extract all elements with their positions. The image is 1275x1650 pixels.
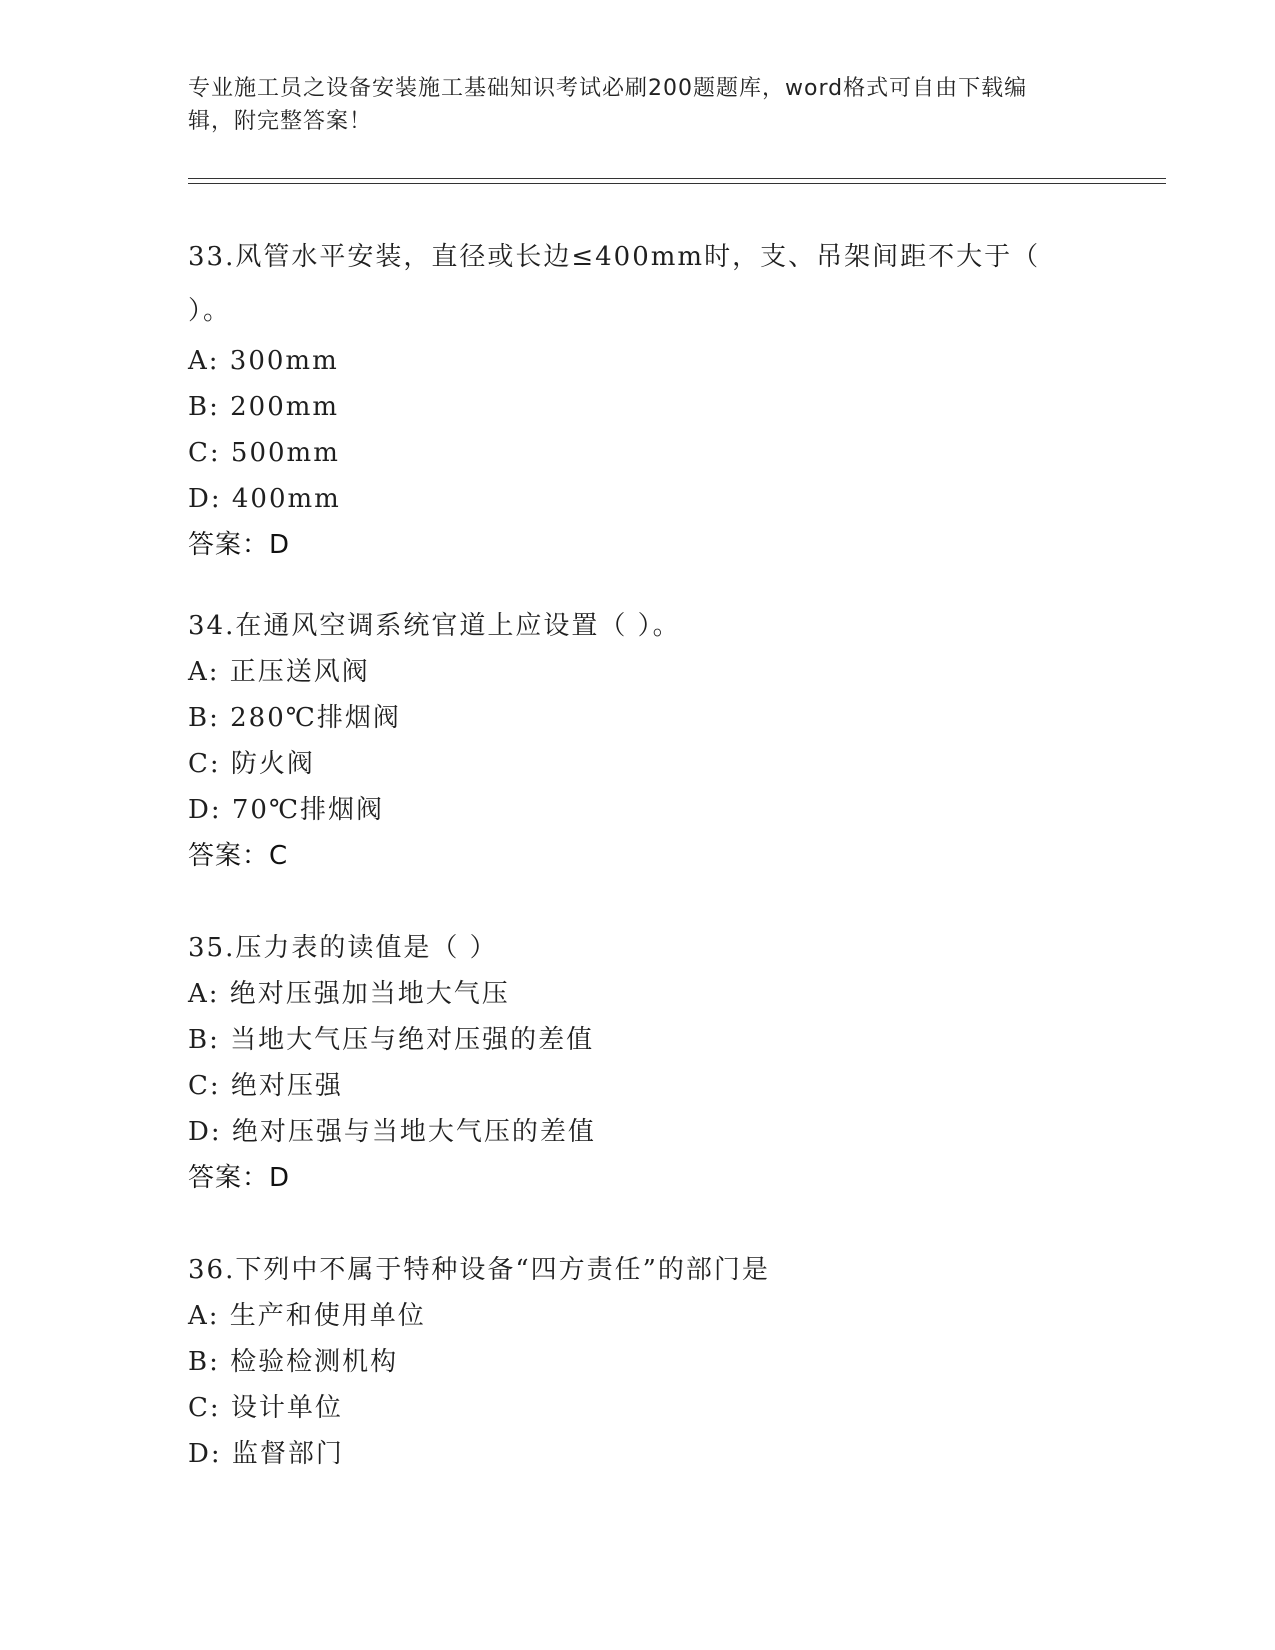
option-c: C: 防火阀: [188, 749, 315, 779]
option-c: C: 500mm: [188, 438, 340, 468]
option-b: B: 检验检测机构: [188, 1347, 399, 1377]
question-stem: 35.压力表的读值是（ ）: [188, 933, 498, 963]
answer-label: 答案：D: [188, 530, 291, 560]
option-c: C: 绝对压强: [188, 1071, 343, 1101]
option-a: A: 生产和使用单位: [188, 1301, 426, 1331]
question-35: [188, 925, 1088, 1201]
document-header: 专业施工员之设备安装施工基础知识考试必刷200题题库，word格式可自由下载编辑，附完整答案！: [188, 76, 1028, 134]
question-34: [188, 603, 1088, 879]
option-d: D: 监督部门: [188, 1439, 344, 1469]
question-stem: 34.在通风空调系统官道上应设置（ ）。: [188, 611, 681, 641]
option-a: A: 正压送风阀: [188, 657, 370, 687]
option-c: C: 设计单位: [188, 1393, 343, 1423]
option-a: A: 300mm: [188, 346, 339, 376]
header-divider-top: [188, 178, 1166, 179]
question-33: [188, 230, 1088, 568]
answer-label: 答案：C: [188, 841, 289, 871]
option-a: A: 绝对压强加当地大气压: [188, 979, 510, 1009]
answer-label: 答案：D: [188, 1163, 291, 1193]
question-stem: 36.下列中不属于特种设备“四方责任”的部门是: [188, 1255, 770, 1285]
option-b: B: 当地大气压与绝对压强的差值: [188, 1025, 595, 1055]
option-d: D: 70℃排烟阀: [188, 795, 385, 825]
option-d: D: 绝对压强与当地大气压的差值: [188, 1117, 596, 1147]
header-divider-bottom: [188, 183, 1166, 184]
question-36: [188, 1247, 1088, 1477]
option-d: D: 400mm: [188, 484, 341, 514]
option-b: B: 280℃排烟阀: [188, 703, 401, 733]
question-stem: 33.风管水平安装，直径或长边≤400mm时，支、吊架间距不大于（ ）。: [188, 242, 1041, 326]
option-b: B: 200mm: [188, 392, 340, 422]
